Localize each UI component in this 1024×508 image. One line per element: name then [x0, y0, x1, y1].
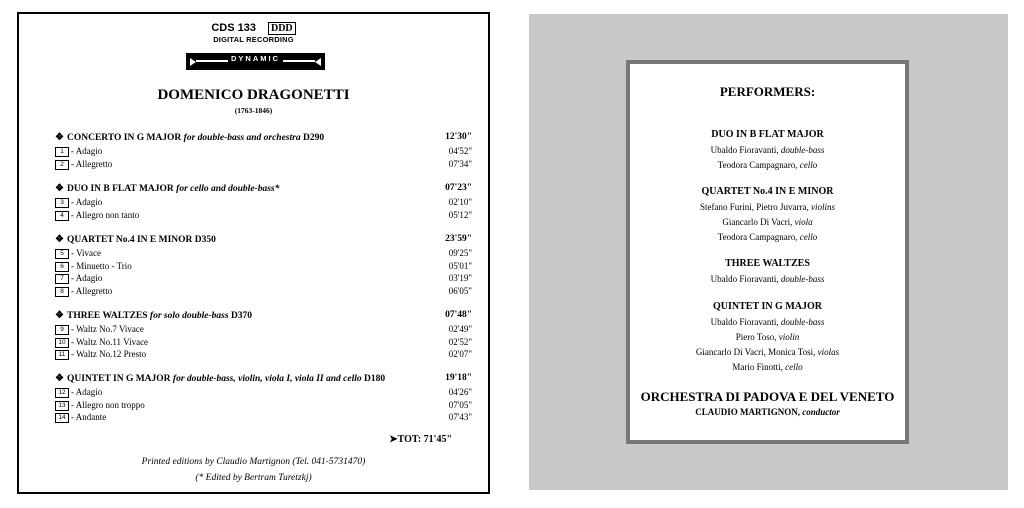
- quartet-title: QUARTET No.4 IN E MINOR: [701, 186, 834, 197]
- track-number: 11: [55, 350, 69, 360]
- track-name: Allegretto: [75, 158, 113, 169]
- work-title: ❖ QUARTET No.4 IN E MINOR D350 23'59": [55, 234, 472, 245]
- quintet-title: QUINTET IN G MAJOR: [713, 301, 822, 312]
- performer-line: Teodora Campagnaro, cello: [717, 232, 818, 242]
- performer-line: Giancarlo Di Vacri, viola: [722, 217, 813, 227]
- track-duration: 02'52": [448, 336, 472, 347]
- track-row: 7 - Adagio 03'19": [55, 273, 472, 286]
- track-number: 12: [55, 388, 69, 398]
- track-name: Adagio: [75, 387, 103, 397]
- track-number: 6: [55, 262, 69, 272]
- dynamic-logo: [186, 53, 325, 70]
- digital-recording-label: DIGITAL RECORDING: [213, 35, 294, 44]
- track-list-panel: [17, 12, 490, 494]
- track-row: 14 - Andante 07'43": [55, 412, 472, 425]
- work-block: [55, 234, 472, 299]
- ddd-badge: DDD: [268, 22, 296, 35]
- performers-panel: [529, 14, 1008, 490]
- duo-title: DUO IN B FLAT MAJOR: [711, 129, 824, 140]
- track-duration: 09'25": [448, 248, 472, 258]
- track-number: 2: [55, 160, 69, 170]
- track-duration: 02'07": [448, 349, 472, 360]
- track-number: 1: [55, 147, 69, 157]
- work-block: [55, 310, 472, 362]
- track-row: 11 - Waltz No.12 Presto 02'07": [55, 349, 472, 362]
- catalog-number: CDS 133: [211, 22, 256, 34]
- performer-line: Ubaldo Fioravanti, double-bass: [710, 145, 825, 155]
- printed-editions-note: Printed editions by Claudio Martignon (Tel. 041-5731470): [141, 457, 366, 467]
- diamond-bullet-icon: ❖: [55, 132, 64, 143]
- track-duration: 03'19": [448, 273, 472, 284]
- track-duration: 05'01": [448, 260, 472, 271]
- composer-years: (1763-1846): [234, 106, 273, 115]
- track-number: 3: [55, 198, 69, 208]
- track-row: 4 - Allegro non tanto 05'12": [55, 210, 472, 223]
- track-duration: 04'52": [448, 146, 472, 156]
- work-title: ❖ THREE WALTZES for solo double-bass D370 07'48": [55, 310, 472, 321]
- orchestra-name: ORCHESTRA DI PADOVA E DEL VENETO: [640, 389, 895, 404]
- performer-line: Ubaldo Fioravanti, double-bass: [710, 317, 825, 327]
- track-duration: 06'05": [448, 286, 472, 297]
- track-row: 2 - Allegretto 07'34": [55, 159, 472, 172]
- track-name: Allegro non tanto: [75, 209, 140, 220]
- diamond-bullet-icon: ❖: [55, 183, 64, 194]
- track-duration: 02'49": [448, 324, 472, 334]
- track-duration: 07'43": [448, 412, 472, 423]
- diamond-bullet-icon: ❖: [55, 373, 64, 384]
- work-title: ❖ QUINTET IN G MAJOR for double-bass, violin, viola I, viola II and cello D180 19'18": [55, 373, 472, 384]
- track-name: Minuetto - Trio: [76, 260, 132, 271]
- track-name: Vivace: [76, 248, 102, 258]
- track-name: Allegro non troppo: [75, 399, 145, 410]
- track-name: Waltz No.7 Vivace: [76, 324, 144, 334]
- performers-heading: PERFORMERS:: [719, 84, 816, 99]
- total-duration: ➤TOT: 71'45": [389, 434, 452, 445]
- performer-line: Ubaldo Fioravanti, double-bass: [710, 274, 825, 284]
- work-title: ❖ DUO IN B FLAT MAJOR for cello and double-bass* 07'23": [55, 183, 472, 194]
- track-name: Waltz No.11 Vivace: [76, 336, 149, 347]
- work-duration: 12'30": [445, 132, 472, 142]
- track-row: 1 - Adagio 04'52": [55, 146, 472, 159]
- track-duration: 02'10": [448, 197, 472, 207]
- work-block: [55, 183, 472, 222]
- work-block: [55, 132, 472, 171]
- work-duration: 07'48": [445, 310, 472, 320]
- track-number: 4: [55, 211, 69, 221]
- track-row: 3 - Adagio 02'10": [55, 197, 472, 210]
- track-name: Adagio: [75, 273, 103, 284]
- track-number: 7: [55, 274, 69, 284]
- track-row: 9 - Waltz No.7 Vivace 02'49": [55, 324, 472, 337]
- work-duration: 23'59": [445, 234, 472, 244]
- track-row: 13 - Allegro non troppo 07'05": [55, 400, 472, 413]
- performer-line: Giancarlo Di Vacri, Monica Tosi, violas: [695, 347, 840, 357]
- diamond-bullet-icon: ❖: [55, 310, 64, 321]
- diamond-bullet-icon: ❖: [55, 234, 64, 245]
- track-row: 8 - Allegretto 06'05": [55, 286, 472, 299]
- work-duration: 19'18": [445, 373, 472, 383]
- work-title: ❖ CONCERTO IN G MAJOR for double-bass and orchestra D290 12'30": [55, 132, 472, 143]
- performer-line: Mario Finotti, cello: [732, 362, 803, 372]
- track-name: Allegretto: [75, 286, 113, 297]
- performer-line: Stefano Furini, Pietro Juvarra, violins: [700, 202, 835, 212]
- performers-card: [626, 60, 909, 444]
- label-name: DYNAMIC: [228, 54, 283, 63]
- track-row: 6 - Minuetto - Trio 05'01": [55, 261, 472, 274]
- work-block: [55, 373, 472, 425]
- track-row: 12 - Adagio 04'26": [55, 387, 472, 400]
- track-number: 8: [55, 287, 69, 297]
- track-duration: 05'12": [448, 209, 472, 220]
- track-number: 14: [55, 413, 69, 423]
- track-name: Waltz No.12 Presto: [76, 349, 147, 360]
- track-number: 9: [55, 325, 69, 335]
- waltz-title: THREE WALTZES: [725, 258, 810, 269]
- catalog-line: [19, 22, 488, 35]
- track-number: 13: [55, 401, 69, 411]
- track-name: Adagio: [75, 197, 103, 207]
- track-row: 10 - Waltz No.11 Vivace 02'52": [55, 337, 472, 350]
- track-duration: 07'34": [448, 158, 472, 169]
- track-number: 5: [55, 249, 69, 259]
- performer-line: Teodora Campagnaro, cello: [717, 160, 818, 170]
- edited-note: (* Edited by Bertram Turetzkj): [195, 473, 312, 483]
- composer-name: DOMENICO DRAGONETTI: [157, 87, 350, 103]
- performer-line: Piero Toso, violin: [735, 332, 800, 342]
- track-row: 5 - Vivace 09'25": [55, 248, 472, 261]
- track-duration: 07'05": [448, 399, 472, 410]
- track-name: Adagio: [75, 146, 103, 156]
- track-number: 10: [55, 338, 69, 348]
- track-duration: 04'26": [448, 387, 472, 397]
- conductor-line: CLAUDIO MARTIGNON, conductor: [695, 407, 840, 417]
- work-duration: 07'23": [445, 183, 472, 193]
- track-name: Andante: [75, 412, 107, 423]
